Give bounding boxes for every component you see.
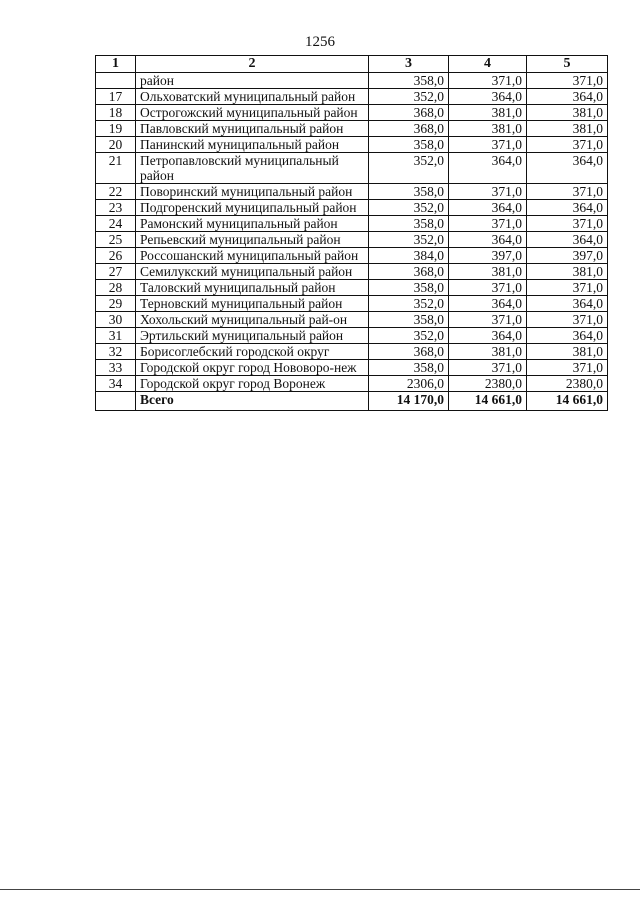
row-value-col3: 368,0 xyxy=(369,264,449,280)
row-value-col4: 364,0 xyxy=(449,200,527,216)
table-row xyxy=(96,232,608,248)
row-number: 19 xyxy=(96,121,136,137)
row-number: 32 xyxy=(96,344,136,360)
row-number: 29 xyxy=(96,296,136,312)
table-row xyxy=(96,376,608,392)
row-number: 24 xyxy=(96,216,136,232)
column-header: 3 xyxy=(369,56,449,73)
page-number: 1256 xyxy=(305,34,335,50)
row-value-col3: 358,0 xyxy=(369,280,449,296)
table-row xyxy=(96,121,608,137)
row-number: 17 xyxy=(96,89,136,105)
row-value-col3: 384,0 xyxy=(369,248,449,264)
total-value-col4: 14 661,0 xyxy=(449,392,527,411)
row-value-col4: 364,0 xyxy=(449,296,527,312)
row-number: 25 xyxy=(96,232,136,248)
table-row xyxy=(96,328,608,344)
row-value-col5: 364,0 xyxy=(527,296,608,312)
row-value-col5: 371,0 xyxy=(527,137,608,153)
row-number: 30 xyxy=(96,312,136,328)
row-name: Хохольский муниципальный рай-он xyxy=(136,312,369,328)
row-name: Таловский муниципальный район xyxy=(136,280,369,296)
row-value-col4: 371,0 xyxy=(449,73,527,89)
row-number: 23 xyxy=(96,200,136,216)
row-value-col3: 352,0 xyxy=(369,296,449,312)
row-value-col5: 381,0 xyxy=(527,344,608,360)
row-value-col5: 371,0 xyxy=(527,216,608,232)
row-value-col5: 371,0 xyxy=(527,73,608,89)
row-value-col5: 397,0 xyxy=(527,248,608,264)
row-name: Петропавловский муниципальный район xyxy=(136,153,369,184)
table-row xyxy=(96,216,608,232)
row-value-col5: 364,0 xyxy=(527,232,608,248)
table-row xyxy=(96,73,608,89)
row-value-col4: 381,0 xyxy=(449,264,527,280)
total-label: Всего xyxy=(136,392,369,411)
row-value-col4: 381,0 xyxy=(449,344,527,360)
row-number: 26 xyxy=(96,248,136,264)
table-header-row xyxy=(96,56,608,73)
row-value-col5: 381,0 xyxy=(527,121,608,137)
table-row xyxy=(96,248,608,264)
bottom-divider xyxy=(0,889,640,890)
row-name: Ольховатский муниципальный район xyxy=(136,89,369,105)
row-number: 33 xyxy=(96,360,136,376)
row-number: 18 xyxy=(96,105,136,121)
column-header: 4 xyxy=(449,56,527,73)
row-value-col4: 364,0 xyxy=(449,89,527,105)
table-row xyxy=(96,344,608,360)
row-value-col3: 358,0 xyxy=(369,184,449,200)
row-value-col5: 364,0 xyxy=(527,89,608,105)
total-num-cell xyxy=(96,392,136,411)
row-number: 21 xyxy=(96,153,136,184)
row-value-col4: 371,0 xyxy=(449,137,527,153)
column-header: 5 xyxy=(527,56,608,73)
row-number: 34 xyxy=(96,376,136,392)
row-value-col5: 381,0 xyxy=(527,264,608,280)
row-value-col4: 371,0 xyxy=(449,216,527,232)
table-row xyxy=(96,137,608,153)
row-value-col5: 2380,0 xyxy=(527,376,608,392)
row-value-col4: 371,0 xyxy=(449,360,527,376)
row-value-col4: 371,0 xyxy=(449,184,527,200)
row-value-col4: 381,0 xyxy=(449,121,527,137)
table-row xyxy=(96,105,608,121)
table-row xyxy=(96,312,608,328)
table-row xyxy=(96,184,608,200)
row-value-col5: 364,0 xyxy=(527,153,608,184)
row-value-col3: 352,0 xyxy=(369,200,449,216)
row-name: Семилукский муниципальный район xyxy=(136,264,369,280)
row-value-col5: 371,0 xyxy=(527,312,608,328)
table-row xyxy=(96,296,608,312)
row-number xyxy=(96,73,136,89)
row-name: Подгоренский муниципальный район xyxy=(136,200,369,216)
table-row xyxy=(96,89,608,105)
row-value-col4: 371,0 xyxy=(449,280,527,296)
row-name: Россошанский муниципальный район xyxy=(136,248,369,264)
row-name: Борисоглебский городской округ xyxy=(136,344,369,360)
row-number: 20 xyxy=(96,137,136,153)
row-value-col4: 381,0 xyxy=(449,105,527,121)
row-name: Городской округ город Нововоро-неж xyxy=(136,360,369,376)
table-row xyxy=(96,360,608,376)
row-number: 28 xyxy=(96,280,136,296)
table-row xyxy=(96,280,608,296)
row-value-col5: 381,0 xyxy=(527,105,608,121)
row-name: Репьевский муниципальный район xyxy=(136,232,369,248)
table-row xyxy=(96,153,608,184)
row-number: 22 xyxy=(96,184,136,200)
row-value-col5: 371,0 xyxy=(527,184,608,200)
row-value-col3: 358,0 xyxy=(369,312,449,328)
table-row xyxy=(96,200,608,216)
row-value-col4: 364,0 xyxy=(449,153,527,184)
row-number: 31 xyxy=(96,328,136,344)
row-value-col4: 2380,0 xyxy=(449,376,527,392)
row-name: Острогожский муниципальный район xyxy=(136,105,369,121)
row-value-col3: 368,0 xyxy=(369,105,449,121)
row-name: Павловский муниципальный район xyxy=(136,121,369,137)
table-row xyxy=(96,264,608,280)
row-value-col3: 368,0 xyxy=(369,344,449,360)
row-value-col4: 364,0 xyxy=(449,328,527,344)
row-value-col4: 371,0 xyxy=(449,312,527,328)
row-value-col5: 371,0 xyxy=(527,280,608,296)
row-name: Городской округ город Воронеж xyxy=(136,376,369,392)
column-header: 2 xyxy=(136,56,369,73)
row-value-col4: 364,0 xyxy=(449,232,527,248)
row-value-col5: 364,0 xyxy=(527,328,608,344)
row-name: Эртильский муниципальный район xyxy=(136,328,369,344)
row-name: Рамонский муниципальный район xyxy=(136,216,369,232)
total-value-col3: 14 170,0 xyxy=(369,392,449,411)
row-value-col3: 352,0 xyxy=(369,232,449,248)
row-value-col3: 358,0 xyxy=(369,137,449,153)
row-value-col5: 371,0 xyxy=(527,360,608,376)
row-name: Терновский муниципальный район xyxy=(136,296,369,312)
row-number: 27 xyxy=(96,264,136,280)
row-value-col3: 352,0 xyxy=(369,328,449,344)
row-value-col3: 352,0 xyxy=(369,153,449,184)
row-value-col3: 358,0 xyxy=(369,73,449,89)
row-name: Поворинский муниципальный район xyxy=(136,184,369,200)
row-value-col5: 364,0 xyxy=(527,200,608,216)
total-row xyxy=(96,392,608,411)
row-value-col3: 358,0 xyxy=(369,216,449,232)
row-value-col3: 368,0 xyxy=(369,121,449,137)
budget-table xyxy=(95,55,608,411)
row-value-col4: 397,0 xyxy=(449,248,527,264)
row-value-col3: 358,0 xyxy=(369,360,449,376)
row-name: Панинский муниципальный район xyxy=(136,137,369,153)
row-name: район xyxy=(136,73,369,89)
table-body xyxy=(96,73,608,392)
column-header: 1 xyxy=(96,56,136,73)
row-value-col3: 352,0 xyxy=(369,89,449,105)
total-value-col5: 14 661,0 xyxy=(527,392,608,411)
row-value-col3: 2306,0 xyxy=(369,376,449,392)
